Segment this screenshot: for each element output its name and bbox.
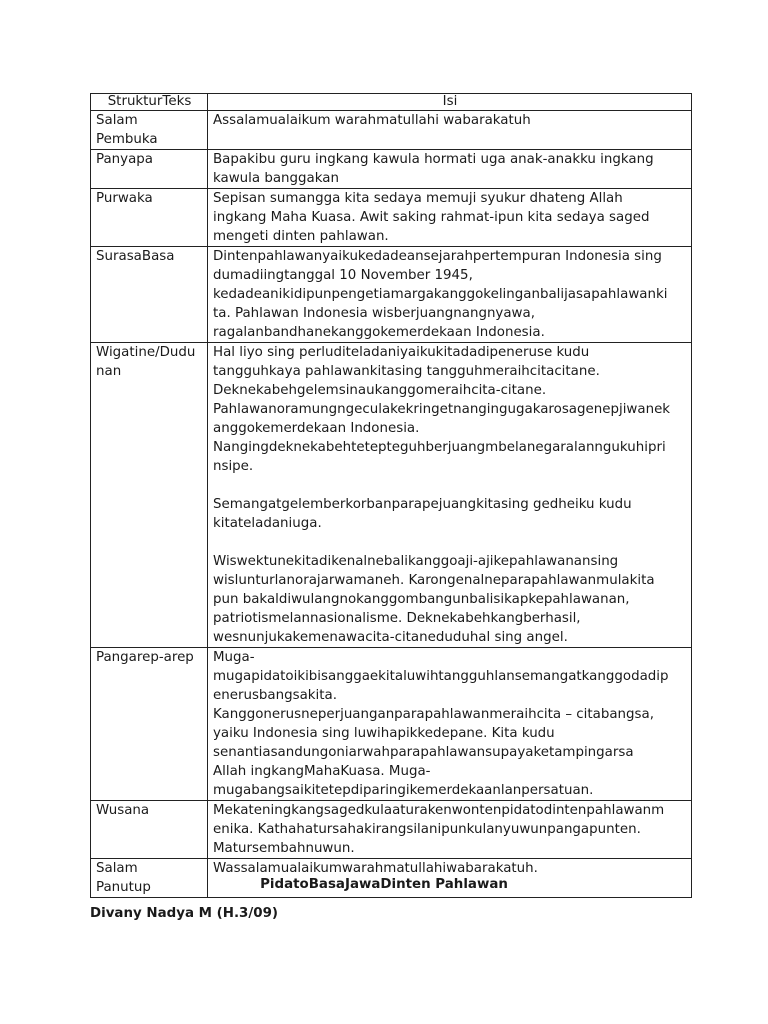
struktur-label-line: Pangarep-arep xyxy=(96,650,194,665)
struktur-cell xyxy=(91,111,208,150)
isi-cell xyxy=(208,801,692,859)
table-row xyxy=(91,343,692,648)
isi-cell xyxy=(208,189,692,247)
isi-cell xyxy=(208,648,692,801)
isi-text-line: Allah ingkangMahaKuasa. Muga- xyxy=(213,764,431,779)
paragraph-gap xyxy=(213,476,687,495)
isi-text-line: kedadeanikidipunpengetiamargakanggokelinganbalijasapahlawanki xyxy=(213,287,668,302)
struktur-label-line: SurasaBasa xyxy=(96,249,175,264)
struktur-cell xyxy=(91,247,208,343)
isi-text-line: dumadiingtanggal 10 November 1945, xyxy=(213,268,473,283)
isi-text-line: Hal liyo sing perluditeladaniyaikukitadadipeneruse kudu xyxy=(213,345,590,360)
isi-text-line: Matursembahnuwun. xyxy=(213,841,355,856)
isi-cell xyxy=(208,343,692,648)
isi-text-line: senantiasandungoniarwahparapahlawansupayaketampingarsa xyxy=(213,745,634,760)
structure-table xyxy=(90,93,692,898)
struktur-label-line: Panutup xyxy=(96,880,151,895)
isi-text-line: yaiku Indonesia sing luwihapikkedepane. Kita kudu xyxy=(213,726,555,741)
table-header-row xyxy=(91,94,692,111)
header-isi: Isi xyxy=(208,94,692,111)
struktur-label-line: Purwaka xyxy=(96,191,153,206)
isi-text-line: wislunturlanorajarwamaneh. Karongenalneparapahlawanmulakita xyxy=(213,573,655,588)
isi-text-line: anggokemerdekaan Indonesia. xyxy=(213,421,420,436)
isi-text-line: enika. Kathahatursahakirangsilanipunkulanyuwunpangapunten. xyxy=(213,822,641,837)
struktur-label-line: Wigatine/Dudu xyxy=(96,345,196,360)
isi-text-line: Pahlawanoramungngeculakekringetnangingugakarosagenepjiwanek xyxy=(213,402,671,417)
table-row xyxy=(91,189,692,247)
table-body xyxy=(91,111,692,898)
isi-text-line: ta. Pahlawan Indonesia wisberjuangnangnyawa, xyxy=(213,306,535,321)
isi-text-line: patriotismelannasionalisme. Deknekabehkangberhasil, xyxy=(213,611,581,626)
isi-text-line: enerusbangsakita. xyxy=(213,688,337,703)
paragraph-gap xyxy=(213,533,687,552)
isi-cell xyxy=(208,150,692,189)
isi-text-line: Dintenpahlawanyaikukedadeansejarahpertempuran Indonesia sing xyxy=(213,249,662,264)
table-row xyxy=(91,150,692,189)
isi-text-line: Wiswektunekitadikenalnebalikanggoaji-ajikepahlawanansing xyxy=(213,554,619,569)
struktur-label-line: Pembuka xyxy=(96,132,158,147)
struktur-label-line: Salam xyxy=(96,113,138,128)
isi-text-line: Deknekabehgelemsinaukanggomeraihcita-citane. xyxy=(213,383,547,398)
struktur-cell xyxy=(91,150,208,189)
isi-text-line: pun bakaldiwulangnokanggombangunbalisikapkepahlawanan, xyxy=(213,592,630,607)
isi-text-line: mengeti dinten pahlawan. xyxy=(213,229,389,244)
document-title: PidatoBasaJawaDinten Pahlawan xyxy=(260,877,508,892)
isi-text-line: wesnunjukakemenawacita-citaneduduhal sing angel. xyxy=(213,630,568,645)
isi-text-line: kitateladaniuga. xyxy=(213,516,322,531)
author-name: Divany Nadya M (H.3/09) xyxy=(90,906,279,921)
isi-text-line: Assalamualaikum warahmatullahi wabarakatuh xyxy=(213,113,531,128)
isi-text-line: Sepisan sumangga kita sedaya memuji syukur dhateng Allah xyxy=(213,191,623,206)
struktur-cell xyxy=(91,189,208,247)
struktur-cell xyxy=(91,648,208,801)
isi-text-line: ragalanbandhanekanggokemerdekaan Indonesia. xyxy=(213,325,545,340)
table-row xyxy=(91,648,692,801)
header-struktur-teks: StrukturTeks xyxy=(91,94,208,111)
isi-text-line: tangguhkaya pahlawankitasing tangguhmeraihcitacitane. xyxy=(213,364,600,379)
isi-text-line: Wassalamualaikumwarahmatullahiwabarakatuh. xyxy=(213,861,538,876)
table-row xyxy=(91,247,692,343)
isi-text-line: kawula banggakan xyxy=(213,171,339,186)
isi-text-line: mugabangsaikitetepdiparingikemerdekaanlanpersatuan. xyxy=(213,783,594,798)
isi-text-line: Mekateningkangsagedkulaaturakenwontenpidatodintenpahlawanm xyxy=(213,803,665,818)
struktur-cell xyxy=(91,801,208,859)
isi-text-line: Kanggonerusneperjuanganparapahlawanmeraihcita – citabangsa, xyxy=(213,707,654,722)
struktur-label-line: Panyapa xyxy=(96,152,154,167)
table-row xyxy=(91,801,692,859)
isi-text-line: mugapidatoikibisanggaekitaluwihtangguhlansemangatkanggodadip xyxy=(213,669,669,684)
isi-cell xyxy=(208,247,692,343)
struktur-label-line: Salam xyxy=(96,861,138,876)
table-row xyxy=(91,111,692,150)
isi-text-line: Muga- xyxy=(213,650,255,665)
isi-text-line: nsipe. xyxy=(213,459,254,474)
struktur-label-line: Wusana xyxy=(96,803,150,818)
struktur-label-line: nan xyxy=(96,364,122,379)
isi-text-line: Semangatgelemberkorbanparapejuangkitasing gedheiku kudu xyxy=(213,497,632,512)
isi-cell xyxy=(208,111,692,150)
isi-text-line: Nangingdeknekabehtetepteguhberjuangmbelanegaralanngukuhipri xyxy=(213,440,666,455)
struktur-cell xyxy=(91,343,208,648)
isi-text-line: Bapakibu guru ingkang kawula hormati uga anak-anakku ingkang xyxy=(213,152,654,167)
isi-text-line: ingkang Maha Kuasa. Awit saking rahmat-ipun kita sedaya saged xyxy=(213,210,650,225)
